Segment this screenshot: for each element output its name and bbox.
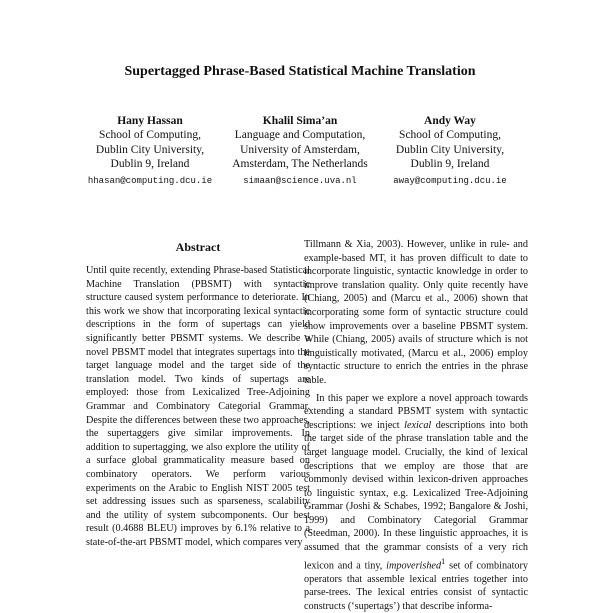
emphasis-text: impoverished	[386, 560, 442, 572]
author-name: Hany Hassan	[117, 115, 183, 127]
body-paragraph	[304, 392, 528, 613]
author-affiliation: Dublin 9, Ireland	[410, 157, 490, 170]
body-text: In this paper we explore a novel approach towards extending a standard PBSMT system with syntactic descriptions: we inject	[304, 392, 528, 431]
author-block	[350, 114, 550, 188]
author-affiliation: Amsterdam, The Netherlands	[232, 157, 368, 170]
left-column	[86, 264, 310, 549]
abstract-text: Until quite recently, extending Phrase-based Statistical Machine Translation (PBSMT) with syntactic structure caused system performance to deteriorate. In this work we show that incorporating lexical syntactic descriptions in the form of supertags can yield significantly better PBSMT systems. We describe a novel PBSMT model that integrates supertags into the target language model and the target side of the translation model. Two kinds of supertags are employed: those from Lexicalized Tree-Adjoining Grammar and Combinatory Categorial Grammar. Despite the differences between these two approaches, the supertaggers give similar improvements. In addition to supertagging, we also explore the utility of a surface global grammaticality measure based on combinatory operators. We perform various experiments on the Arabic to English NIST 2005 test set addressing issues such as sparseness, scalability and the utility of system subcomponents. Our best result (0.4688 BLEU) improves by 6.1% relative to a state-of-the-art PBSMT model, which compares very	[86, 265, 310, 548]
right-column	[304, 238, 528, 613]
author-name: Andy Way	[424, 115, 476, 127]
author-affiliation: Dublin 9, Ireland	[110, 157, 190, 170]
author-affiliation: University of Amsterdam,	[240, 143, 360, 156]
author-affiliation: Dublin City University,	[95, 143, 205, 156]
author-affiliation: School of Computing,	[99, 129, 201, 142]
author-email: away@computing.dcu.ie	[393, 176, 507, 187]
author-affiliation: Language and Computation,	[234, 129, 366, 142]
author-name: Khalil Sima’an	[262, 115, 338, 127]
author-affiliation: Dublin City University,	[395, 143, 505, 156]
author-affiliation: School of Computing,	[399, 129, 501, 142]
emphasis-text: lexical	[404, 419, 432, 431]
author-email: simaan@science.uva.nl	[243, 176, 357, 187]
body-paragraph: Tillmann & Xia, 2003). However, unlike in rule- and example-based MT, it has proven difficult to date to incorporate linguistic, syntactic knowledge in order to improve translation quality. Only quite recently have (Chiang, 2005) and (Marcu et al., 2006) shown that incorporating some form of syntactic structure could show improvements over a baseline PBSMT system. While (Chiang, 2005) avails of structure which is not linguistically motivated, (Marcu et al., 2006) employ syntactic structure to enrich the entries in the phrase table.	[304, 239, 528, 386]
footnote-marker: 1	[441, 555, 446, 566]
author-email: hhasan@computing.dcu.ie	[87, 176, 213, 187]
body-text: set of combinatory operators that assemble lexical entries together into parse-trees. The lexical entries consist of syntactic constructs (‘supertags’) that describe informa-	[304, 560, 528, 612]
abstract-heading: Abstract	[175, 240, 221, 254]
paper-title: Supertagged Phrase-Based Statistical Machine Translation	[124, 64, 476, 79]
body-text: descriptions into both the target side of the phrase translation table and the target language model. Crucially, the kind of lexical descriptions that we employ are those that are commonly devised within lexicon-driven approaches to linguistic syntax, e.g. Lexicalized Tree-Adjoining Grammar (Joshi & Schabes, 1992; Bangalore & Joshi, 1999) and Combinatory Categorial Grammar (Steedman, 2000). In these linguistic approaches, it is assumed that the grammar consists of a very rich lexicon and a tiny,	[304, 419, 528, 572]
